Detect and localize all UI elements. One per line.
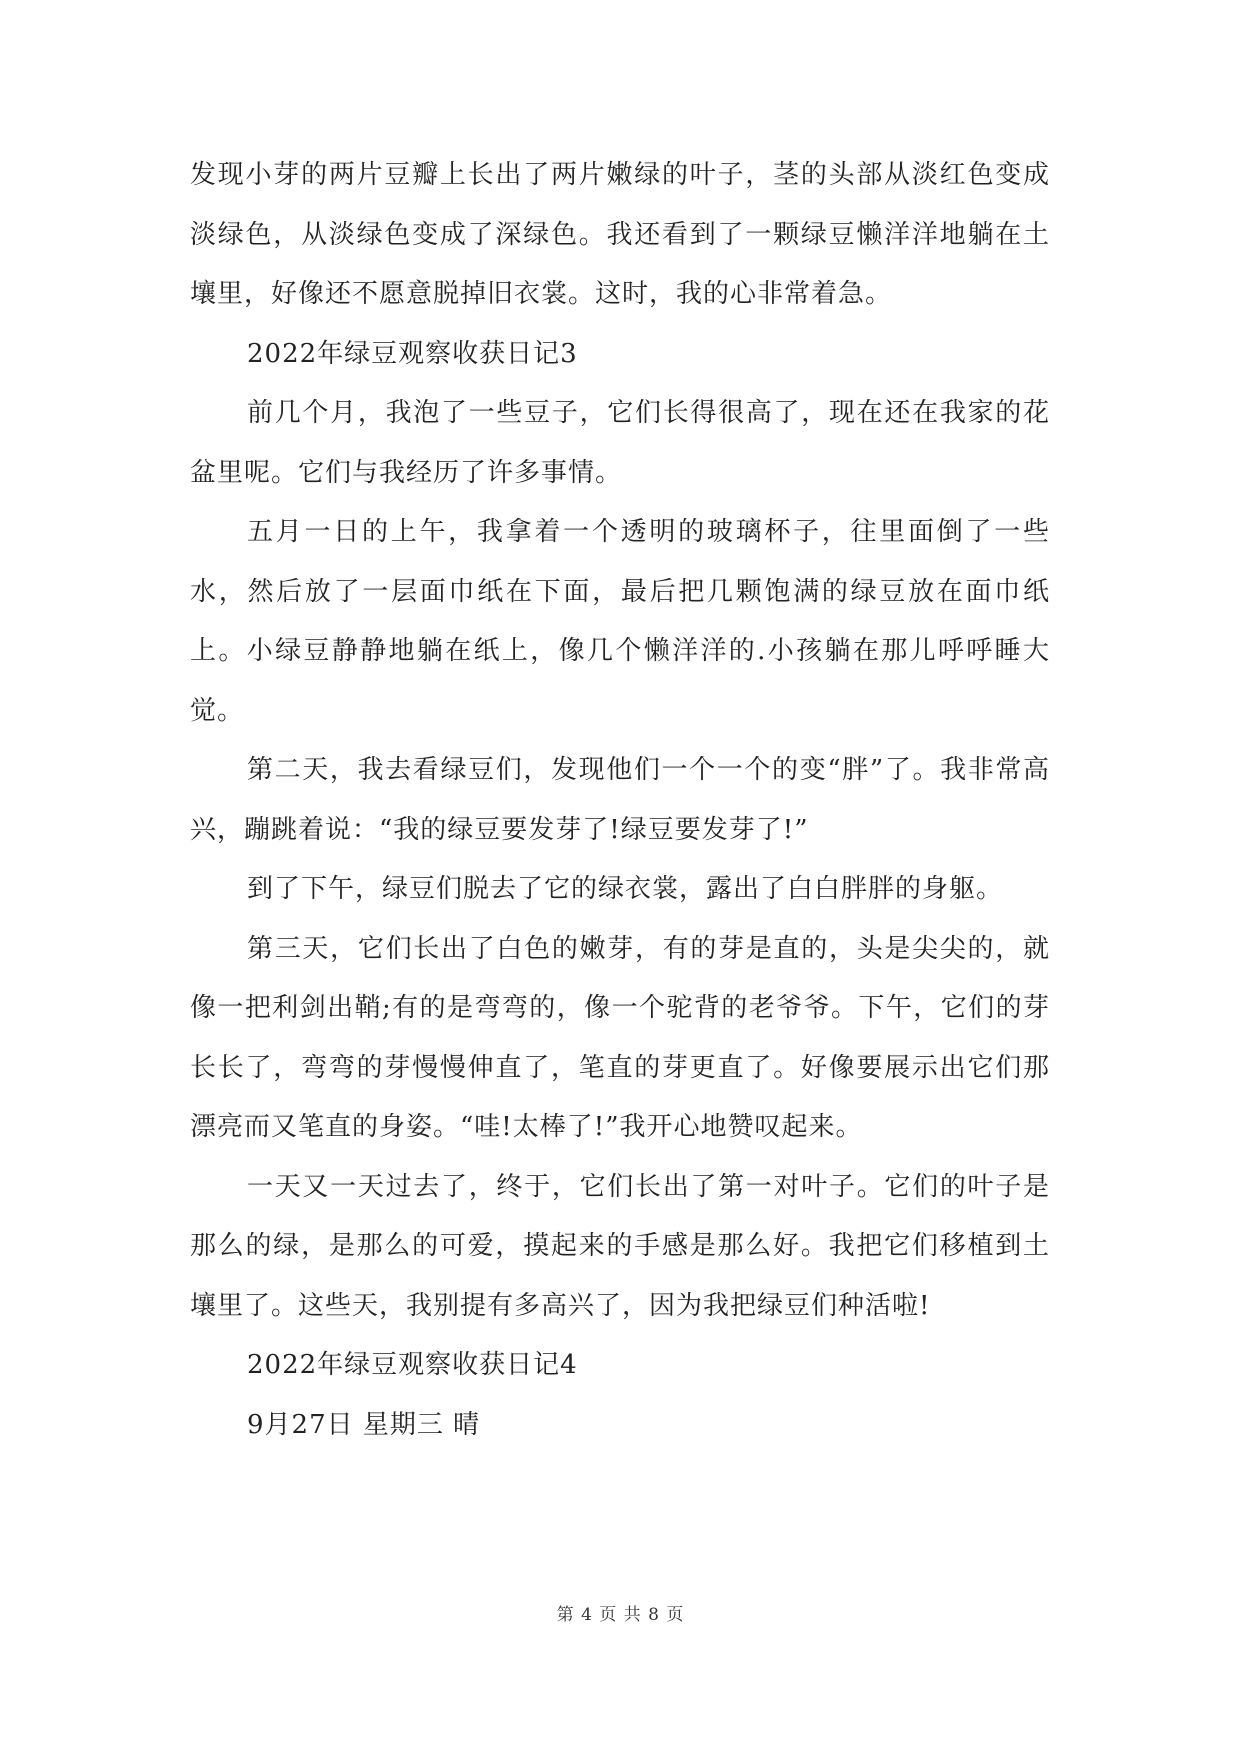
paragraph: 前几个月，我泡了一些豆子，它们长得很高了，现在还在我家的花盆里呢。它们与我经历了许多事情。	[190, 398, 1050, 488]
section-heading-diary-4: 2022年绿豆观察收获日记4	[247, 1350, 578, 1380]
diary-date-line: 9月27日 星期三 晴	[247, 1409, 481, 1440]
page-number-label: 第 4 页 共 8 页	[556, 1605, 685, 1625]
paragraph: 第二天，我去看绿豆们，发现他们一个一个的变“胖”了。我非常高兴，蹦跳着说：“我的绿豆要发芽了!绿豆要发芽了!”	[190, 755, 1050, 845]
page-footer	[0, 1600, 1241, 1625]
paragraph: 第三天，它们长出了白色的嫩芽，有的芽是直的，头是尖尖的，就像一把利剑出鞘;有的是弯弯的，像一个驼背的老爷爷。下午，它们的芽长长了，弯弯的芽慢慢伸直了，笔直的芽更直了。好像要展示出它们那漂亮而又笔直的身姿。“哇!太棒了!”我开心地赞叹起来。	[190, 933, 1050, 1142]
paragraph-continuation: 发现小芽的两片豆瓣上长出了两片嫩绿的叶子，茎的头部从淡红色变成淡绿色，从淡绿色变成了深绿色。我还看到了一颗绿豆懒洋洋地躺在土壤里，好像还不愿意脱掉旧衣裳。这时，我的心非常着急。	[190, 160, 1050, 309]
paragraph: 一天又一天过去了，终于，它们长出了第一对叶子。它们的叶子是那么的绿，是那么的可爱，摸起来的手感是那么好。我把它们移植到土壤里了。这些天，我别提有多高兴了，因为我把绿豆们种活啦!	[190, 1171, 1050, 1321]
paragraph: 五月一日的上午，我拿着一个透明的玻璃杯子，往里面倒了一些水，然后放了一层面巾纸在下面，最后把几颗饱满的绿豆放在面巾纸上。小绿豆静静地躺在纸上，像几个懒洋洋的.小孩躺在那儿呼呼睡大觉。	[190, 517, 1050, 726]
paragraph: 到了下午，绿豆们脱去了它的绿衣裳，露出了白白胖胖的身躯。	[247, 874, 1004, 904]
document-body	[190, 146, 1050, 1455]
section-heading-diary-3: 2022年绿豆观察收获日记3	[247, 338, 578, 369]
